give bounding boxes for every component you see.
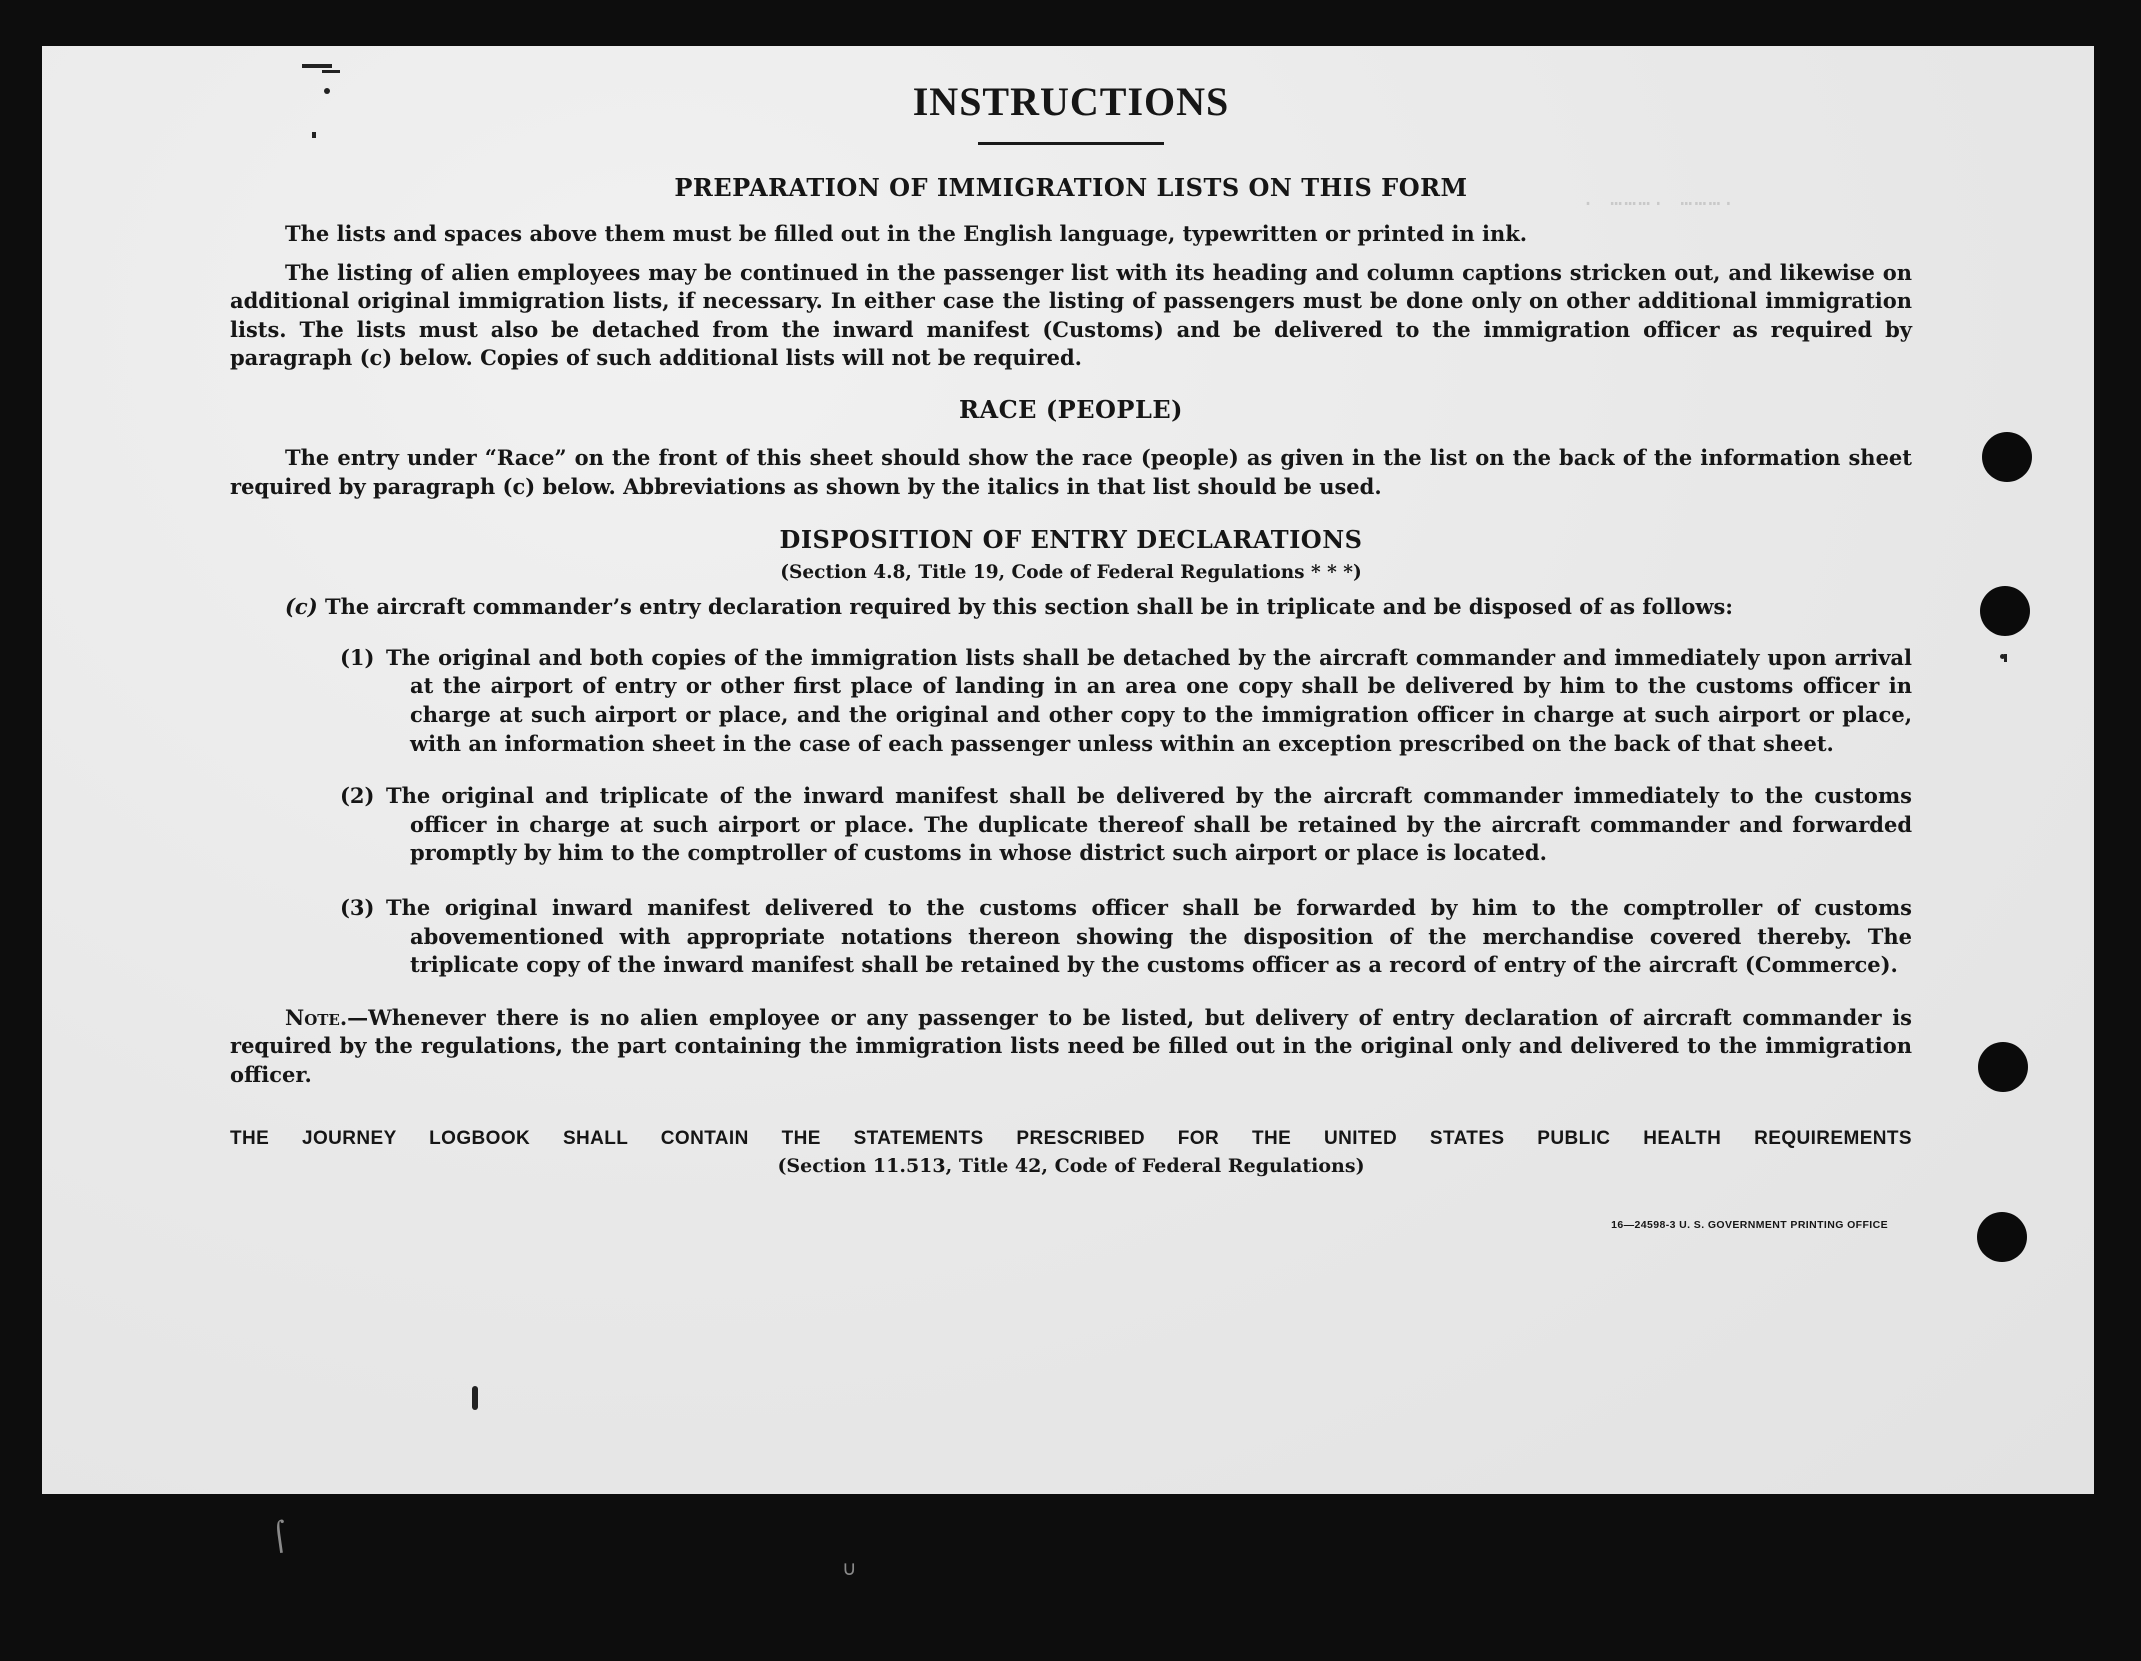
page-title: INSTRUCTIONS	[912, 79, 1230, 124]
punch-hole	[1982, 432, 2032, 482]
preparation-paragraph-2: The listing of alien employees may be continued in the passenger list with its heading and column captions stricken out, and likewise on additional original immigration lists, if necessary. In either case the listing of passengers must be done only on other additional immigration lists. The lists must also be detached from the inward manifest (Customs) and be delivered to the immigration officer as required by paragraph (c) below. Copies of such additional lists will not be required.	[230, 259, 1912, 371]
handwritten-mark: ∪	[842, 1556, 857, 1580]
punch-hole	[1980, 586, 2030, 636]
race-heading: RACE (PEOPLE)	[959, 394, 1183, 424]
printer-imprint: 16—24598-3 U. S. GOVERNMENT PRINTING OFFICE	[1611, 1219, 1888, 1232]
disposition-heading: DISPOSITION OF ENTRY DECLARATIONS	[779, 525, 1363, 555]
punch-hole	[1977, 1212, 2027, 1262]
disposition-item-2	[230, 782, 1912, 868]
scan-speck	[302, 64, 332, 68]
scan-speck	[2004, 654, 2007, 662]
disposition-item-3	[230, 894, 1912, 980]
bleed-through-text: . ​………. ……….	[1582, 186, 1737, 210]
scan-speck	[472, 1386, 478, 1410]
disposition-intro	[285, 593, 1912, 622]
preparation-heading: PREPARATION OF IMMIGRATION LISTS ON THIS FORM	[674, 173, 1468, 202]
disposition-reference: (Section 4.8, Title 19, Code of Federal Regulations * * *)	[780, 562, 1362, 584]
logbook-reference: (Section 11.513, Title 42, Code of Federal Regulations)	[777, 1155, 1365, 1178]
scan-speck	[322, 70, 340, 73]
item-number: (1)	[340, 644, 375, 670]
handwritten-mark: ⌠	[269, 1519, 289, 1554]
note-label: Note.	[285, 1004, 348, 1030]
disposition-intro-label: (c)	[285, 594, 318, 620]
item-text: The original and triplicate of the inward manifest shall be delivered by the aircraft commander immediately to the customs officer in charge at such airport or place. The duplicate thereof shall be retained by the aircraft commander and forwarded promptly by him to the comptroller of customs in whose district such airport or place is located.	[386, 783, 1912, 866]
logbook-statement: THE JOURNEY LOGBOOK SHALL CONTAIN THE STATEMENTS PRESCRIBED FOR THE UNITED STATES PUBLIC HEALTH REQUIREMENTS	[230, 1128, 1912, 1150]
disposition-item-1	[230, 644, 1912, 758]
item-text: The original inward manifest delivered to the customs officer shall be forwarded by him to the comptroller of customs abovementioned with appropriate notations thereon showing the disposition of the merchandise covered thereby. The triplicate copy of the inward manifest shall be retained by the customs officer as a record of entry of the aircraft (Commerce).	[386, 894, 1912, 978]
punch-hole	[1978, 1042, 2028, 1092]
preparation-paragraph-1: The lists and spaces above them must be filled out in the English language, typewritten or printed in ink.	[285, 221, 1528, 246]
item-number: (2)	[340, 783, 375, 809]
item-number: (3)	[340, 894, 375, 920]
disposition-intro-text: The aircraft commander’s entry declaration required by this section shall be in triplicate and be disposed of as follows:	[324, 594, 1734, 620]
document-page	[42, 46, 2094, 1494]
instructions-content	[230, 76, 1912, 1231]
note-text: —Whenever there is no alien employee or any passenger to be listed, but delivery of entry declaration of aircraft commander is required by the regulations, the part containing the immigration lists need be filled out in the original only and delivered to the immigration officer.	[230, 1004, 1912, 1087]
item-text: The original and both copies of the immigration lists shall be detached by the aircraft commander and immediately upon arrival at the airport of entry or other first place of landing in an area one copy shall be delivered by him to the customs officer in charge at such airport or place, and the original and other copy to the immigration officer in charge at such airport or place, with an information sheet in the case of each passenger unless within an exception prescribed on the back of that sheet.	[386, 644, 1912, 756]
title-underline	[978, 142, 1164, 145]
race-paragraph: The entry under “Race” on the front of this sheet should show the race (people) as given in the list on the back of the information sheet required by paragraph (c) below. Abbreviations as shown by the italics in that list should be used.	[230, 444, 1912, 499]
note-paragraph	[230, 1004, 1912, 1090]
